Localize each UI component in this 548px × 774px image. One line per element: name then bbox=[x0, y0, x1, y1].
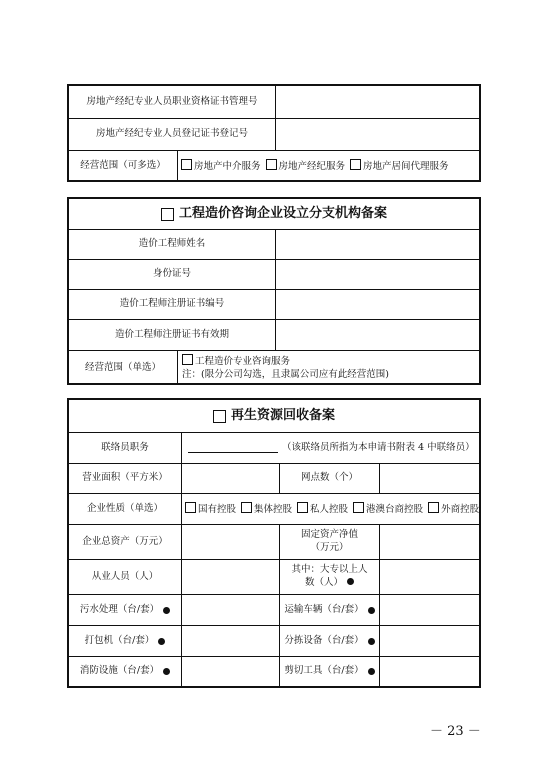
nature-option-foreign[interactable]: 外商控股 bbox=[428, 502, 479, 517]
fire-field[interactable] bbox=[181, 657, 279, 686]
checkbox-icon bbox=[266, 159, 277, 170]
engineer-name-field[interactable] bbox=[275, 230, 479, 259]
recycle-section-title: 再生资源回收备案 bbox=[69, 400, 479, 432]
required-dot-icon bbox=[158, 638, 165, 645]
scope-option-agency[interactable]: 房地产中介服务 bbox=[181, 159, 261, 174]
id-label: 身份证号 bbox=[152, 268, 191, 280]
nature-row bbox=[69, 493, 479, 524]
broker-cert-row bbox=[69, 86, 479, 118]
cert-valid-field[interactable] bbox=[275, 320, 479, 350]
broker-table bbox=[67, 84, 481, 182]
checkbox-icon bbox=[428, 502, 439, 513]
checkbox-icon bbox=[353, 502, 364, 513]
section-checkbox-icon[interactable] bbox=[213, 410, 226, 423]
cost-title-row bbox=[69, 199, 479, 229]
engineer-name-row bbox=[69, 229, 479, 259]
college-field[interactable] bbox=[379, 560, 479, 594]
sewage-label: 污水处理（台/套） bbox=[69, 595, 181, 625]
staff-label: 从业人员（人） bbox=[91, 570, 159, 582]
checkbox-icon bbox=[185, 502, 196, 513]
vehicle-field[interactable] bbox=[379, 595, 479, 625]
recycle-title-row bbox=[69, 400, 479, 432]
checkbox-icon bbox=[181, 159, 192, 170]
sorting-label: 分拣设备（台/套） bbox=[279, 626, 379, 656]
sorting-field[interactable] bbox=[379, 626, 479, 656]
cert-valid-label: 造价工程师注册证书有效期 bbox=[114, 328, 229, 340]
cost-section-title: 工程造价咨询企业设立分支机构备案 bbox=[69, 199, 479, 229]
id-field[interactable] bbox=[275, 260, 479, 289]
required-dot-icon bbox=[368, 668, 375, 675]
staff-field[interactable] bbox=[181, 560, 279, 594]
checkbox-icon bbox=[350, 159, 361, 170]
nature-options bbox=[181, 494, 479, 524]
area-label: 营业面积（平方米） bbox=[82, 472, 168, 484]
broker-scope-row bbox=[69, 150, 479, 182]
broker-reg-field[interactable] bbox=[275, 119, 479, 150]
checkbox-icon bbox=[241, 502, 252, 513]
area-field[interactable] bbox=[181, 464, 279, 493]
scope-option-intermediary[interactable]: 房地产居间代理服务 bbox=[350, 159, 449, 174]
required-dot-icon bbox=[163, 607, 170, 614]
required-dot-icon bbox=[368, 638, 375, 645]
checkbox-icon bbox=[297, 502, 308, 513]
contact-note: （该联络员所指为本申请书附表 4 中联络员） bbox=[282, 441, 475, 453]
packer-label: 打包机（台/套） bbox=[69, 626, 181, 656]
nature-option-state[interactable]: 国有控股 bbox=[185, 502, 236, 517]
cert-no-label: 造价工程师注册证书编号 bbox=[119, 298, 225, 310]
cost-scope-options bbox=[177, 351, 479, 385]
page-number: － 23 － bbox=[430, 724, 481, 739]
sewage-field[interactable] bbox=[181, 595, 279, 625]
outlets-field[interactable] bbox=[379, 464, 479, 493]
scope-option-brokerage[interactable]: 房地产经纪服务 bbox=[266, 159, 346, 174]
assets-row bbox=[69, 524, 479, 559]
fixed-assets-label: 固定资产净值（万元） bbox=[279, 525, 379, 559]
college-label: 其中：大专以上人数（人） bbox=[279, 560, 379, 594]
broker-reg-label: 房地产经纪专业人员登记证书登记号 bbox=[95, 128, 248, 140]
cost-scope-row bbox=[69, 350, 479, 385]
contact-row bbox=[69, 432, 479, 463]
sewage-row bbox=[69, 594, 479, 625]
fixed-assets-field[interactable] bbox=[379, 525, 479, 559]
cost-scope-option[interactable]: 工程造价专业咨询服务 bbox=[182, 354, 290, 369]
cost-scope-label: 经营范围（单选） bbox=[84, 361, 161, 373]
fire-row bbox=[69, 656, 479, 686]
contact-field bbox=[181, 433, 479, 463]
staff-row bbox=[69, 559, 479, 594]
packer-field[interactable] bbox=[181, 626, 279, 656]
total-assets-label: 企业总资产（万元） bbox=[82, 535, 168, 547]
cost-section-table bbox=[67, 197, 481, 385]
broker-cert-label: 房地产经纪专业人员职业资格证书管理号 bbox=[86, 95, 258, 107]
nature-label: 企业性质（单选） bbox=[86, 502, 163, 514]
broker-scope-options bbox=[177, 151, 479, 182]
broker-scope-label: 经营范围（可多选） bbox=[80, 160, 166, 172]
broker-cert-field[interactable] bbox=[275, 86, 479, 118]
cutting-field[interactable] bbox=[379, 657, 479, 686]
section-checkbox-icon[interactable] bbox=[161, 208, 174, 221]
checkbox-icon bbox=[182, 354, 193, 365]
vehicle-label: 运输车辆（台/套） bbox=[279, 595, 379, 625]
outlets-label: 网点数（个） bbox=[279, 464, 379, 493]
total-assets-field[interactable] bbox=[181, 525, 279, 559]
cert-valid-row bbox=[69, 319, 479, 350]
cert-no-field[interactable] bbox=[275, 290, 479, 319]
required-dot-icon bbox=[347, 578, 354, 585]
nature-option-private[interactable]: 私人控股 bbox=[297, 502, 348, 517]
broker-reg-row bbox=[69, 118, 479, 150]
nature-option-hkmt[interactable]: 港澳台商控股 bbox=[353, 502, 423, 517]
nature-option-collective[interactable]: 集体控股 bbox=[241, 502, 292, 517]
packer-row bbox=[69, 625, 479, 656]
cert-no-row bbox=[69, 289, 479, 319]
required-dot-icon bbox=[163, 668, 170, 675]
required-dot-icon bbox=[368, 607, 375, 614]
fire-label: 消防设施（台/套） bbox=[69, 657, 181, 686]
cutting-label: 剪切工具（台/套） bbox=[279, 657, 379, 686]
recycle-section-table bbox=[67, 398, 481, 688]
contact-blank[interactable] bbox=[188, 443, 278, 453]
cost-scope-note: 注：(限分公司勾选，且隶属公司应有此经营范围) bbox=[182, 369, 389, 380]
engineer-name-label: 造价工程师姓名 bbox=[138, 238, 206, 250]
area-row bbox=[69, 463, 479, 493]
contact-label: 联络员职务 bbox=[101, 441, 149, 453]
id-row bbox=[69, 259, 479, 289]
